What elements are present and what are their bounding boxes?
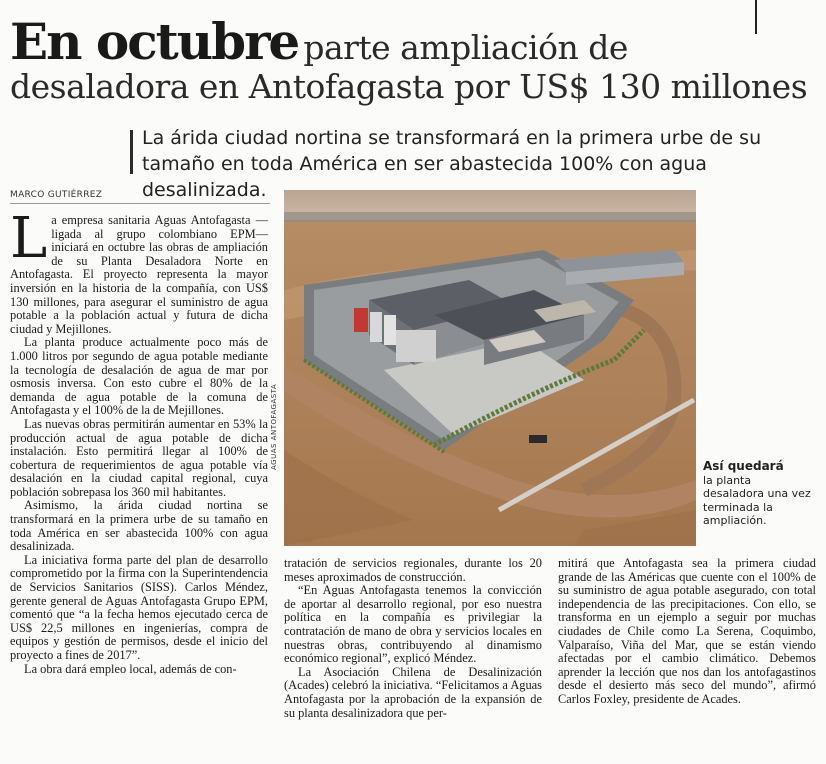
byline: MARCO GUTIÉRREZ <box>10 190 103 200</box>
dropcap: L <box>10 206 48 271</box>
headline-line2: desaladora en Antofagasta por US$ 130 millones <box>10 67 808 106</box>
photo-credit: AGUAS ANTOFAGASTA <box>270 383 278 470</box>
paragraph: “En Aguas Antofagasta tenemos la convicción de aportar al desarrollo regional, por eso nuestra política en la compañía es privilegiar la contratación de mano de obra y servicios locales en nuestras obras, contribuyendo al dinamismo económico regional”, explicó Méndez. <box>284 583 542 666</box>
caption-title: Así quedará <box>703 459 784 473</box>
plant-rendering-photo <box>284 190 696 546</box>
paragraph: Las nuevas obras permitirán aumentar en 53% la producción actual de agua potable de dicha instalación. Esto permitirá llegar al 100% de cobertura de requerimientos de agua potable vía desalación en la ciudad capital regional, cuya población sobrepasa los 360 mil habitantes. <box>10 416 268 499</box>
article-column-1 <box>10 206 268 676</box>
byline-rule <box>10 203 270 204</box>
paragraph: Asimismo, la árida ciudad nortina se transformará en la primera urbe de su tamaño en toda América en ser abastecida 100% con agua desalinizada. <box>10 498 268 554</box>
headline-lead: En octubre <box>10 12 299 71</box>
paragraph: La empresa sanitaria Aguas Antofagasta —ligada al grupo colombiano EPM— iniciará en octubre las obras de ampliación de su Planta Desaladora Norte en Antofagasta. El proyecto representa la mayor inversión en la historia de la compañía, con US$ 130 millones, para asegurar el suministro de agua potable a la población actual y futura de dicha ciudad y Mejillones. <box>10 206 268 336</box>
article-column-3 <box>558 557 816 707</box>
article-column-2 <box>284 557 542 720</box>
photo-caption <box>703 460 813 528</box>
paragraph: La Asociación Chilena de Desalinización (Acades) celebró la iniciativa. “Felicitamos a Aguas Antofagasta por la aprobación de la expansión de su planta desalinizadora que per- <box>284 664 542 720</box>
paragraph: La obra dará empleo local, además de con- <box>24 661 237 676</box>
paragraph: La iniciativa forma parte del plan de desarrollo comprometido por la firma con la Superintendencia de Servicios Sanitarios (SISS). Carlos Méndez, gerente general de Aguas Antofagasta Grupo EPM, comentó que “a la fecha hemos ejecutado cerca de US$ 22,5 millones en ingenierías, compra de equipos y gestión de permisos, desde el inicio del proyecto a fines de 2017”. <box>10 552 268 662</box>
caption-text: la planta desaladora una vez terminada la ampliación. <box>703 473 811 527</box>
headline <box>10 12 816 106</box>
paragraph: mitirá que Antofagasta sea la primera ciudad grande de las Américas que cuente con el 100% de su suministro de agua potable asegurado, con total independencia de las precipitaciones. Con ello, se transforma en un ejemplo a seguir por muchas ciudades de Chile como La Serena, Coquimbo, Valparaíso, Viña del Mar, que se están viendo afectadas por el cambio climático. Debemos aprender la lección que nos dan los antofagastinos desde el desierto más seco del mundo”, afirmó Carlos Foxley, presidente de Acades. <box>558 556 816 706</box>
headline-rest: parte ampliación de <box>303 28 628 67</box>
subhead-bar <box>130 130 133 174</box>
paragraph: La planta produce actualmente poco más de 1.000 litros por segundo de agua potable mediante la tecnología de desalación de agua de mar por osmosis inversa. Con esto cubre el 80% de la demanda de agua potable de la comuna de Antofagasta y el 100% de la de Mejillones. <box>10 335 268 418</box>
subhead: La árida ciudad nortina se transformará en la primera urbe de su tamaño en toda América en ser abastecida 100% con agua desalinizada. <box>142 127 762 201</box>
desalination-plant-image <box>284 190 696 546</box>
paragraph: tratación de servicios regionales, durante los 20 meses aproximados de construcción. <box>284 556 542 584</box>
